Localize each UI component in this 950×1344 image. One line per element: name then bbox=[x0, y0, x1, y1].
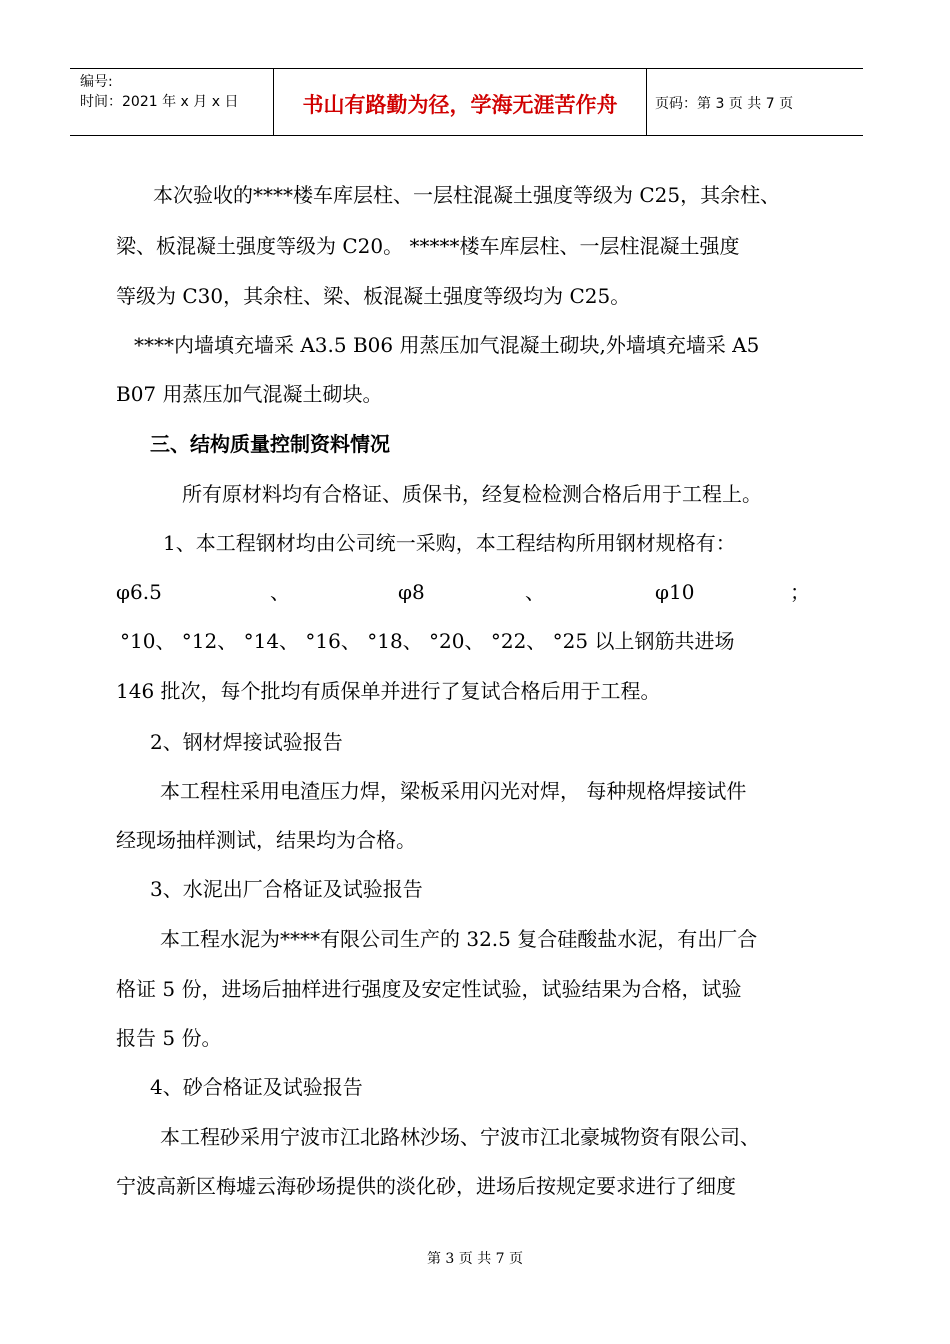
spec-separator: 、 bbox=[525, 580, 545, 604]
item-4-text-line-2: 宁波高新区梅墟云海砂场提供的淡化砂，进场后按规定要求进行了细度 bbox=[116, 1174, 736, 1198]
item-2-title: 2、钢材焊接试验报告 bbox=[150, 730, 343, 754]
header-page-number: 页码：第 3 页 共 7 页 bbox=[655, 96, 794, 112]
paragraph-2-line-1: ****内墙填充墙采 A3.5 B06 用蒸压加气混凝土砌块,外墙填充墙采 A5 bbox=[134, 333, 760, 357]
document-date: 时间：2021 年 x 月 x 日 bbox=[80, 94, 239, 110]
item-4-title: 4、砂合格证及试验报告 bbox=[150, 1075, 363, 1099]
header-left-cell bbox=[70, 69, 274, 135]
document-number-label: 编号: bbox=[80, 74, 113, 90]
header-right-cell bbox=[647, 69, 863, 135]
header-motto: 书山有路勤为径，学海无涯苦作舟 bbox=[302, 93, 618, 117]
item-4-text-line-1: 本工程砂采用宁波市江北路林沙场、宁波市江北豪城物资有限公司、 bbox=[160, 1125, 760, 1149]
item-3-text-line-1: 本工程水泥为****有限公司生产的 32.5 复合硅酸盐水泥，有出厂合 bbox=[160, 927, 758, 951]
page-header bbox=[70, 68, 863, 136]
item-1-line-3: °10、 °12、 °14、 °16、 °18、 °20、 °22、 °25 以上钢筋共进场 bbox=[120, 629, 735, 653]
item-2-text-line-1: 本工程柱采用电渣压力焊，梁板采用闪光对焊， 每种规格焊接试件 bbox=[160, 779, 747, 803]
page-footer: 第 3 页 共 7 页 bbox=[426, 1251, 524, 1267]
item-1-line-4: 146 批次，每个批均有质保单并进行了复试合格后用于工程。 bbox=[116, 679, 661, 703]
item-1-line-1: 1、本工程钢材均由公司统一采购，本工程结构所用钢材规格有： bbox=[163, 531, 736, 555]
paragraph-1-line-1: 本次验收的****楼车库层柱、一层柱混凝土强度等级为 C25，其余柱、 bbox=[153, 183, 781, 207]
item-2-text-line-2: 经现场抽样测试，结果均为合格。 bbox=[116, 828, 416, 852]
item-3-text-line-3: 报告 5 份。 bbox=[116, 1026, 222, 1050]
section-heading-3: 三、结构质量控制资料情况 bbox=[150, 432, 390, 456]
item-3-title: 3、水泥出厂合格证及试验报告 bbox=[150, 877, 423, 901]
paragraph-1-line-2: 梁、板混凝土强度等级为 C20。 *****楼车库层柱、一层柱混凝土强度 bbox=[116, 234, 740, 258]
paragraph-3: 所有原材料均有合格证、质保书，经复检检测合格后用于工程上。 bbox=[182, 482, 762, 506]
spec-separator: ； bbox=[790, 580, 810, 604]
header-mid-cell bbox=[274, 69, 647, 135]
spec-phi-6-5: φ6.5 bbox=[116, 580, 162, 604]
item-3-text-line-2: 格证 5 份，进场后抽样进行强度及安定性试验，试验结果为合格，试验 bbox=[116, 977, 742, 1001]
paragraph-2-line-2: B07 用蒸压加气混凝土砌块。 bbox=[116, 382, 383, 406]
spec-phi-8: φ8 bbox=[398, 580, 425, 604]
spec-phi-10: φ10 bbox=[655, 580, 695, 604]
spec-separator: 、 bbox=[270, 580, 290, 604]
paragraph-1-line-3: 等级为 C30，其余柱、梁、板混凝土强度等级均为 C25。 bbox=[116, 284, 631, 308]
